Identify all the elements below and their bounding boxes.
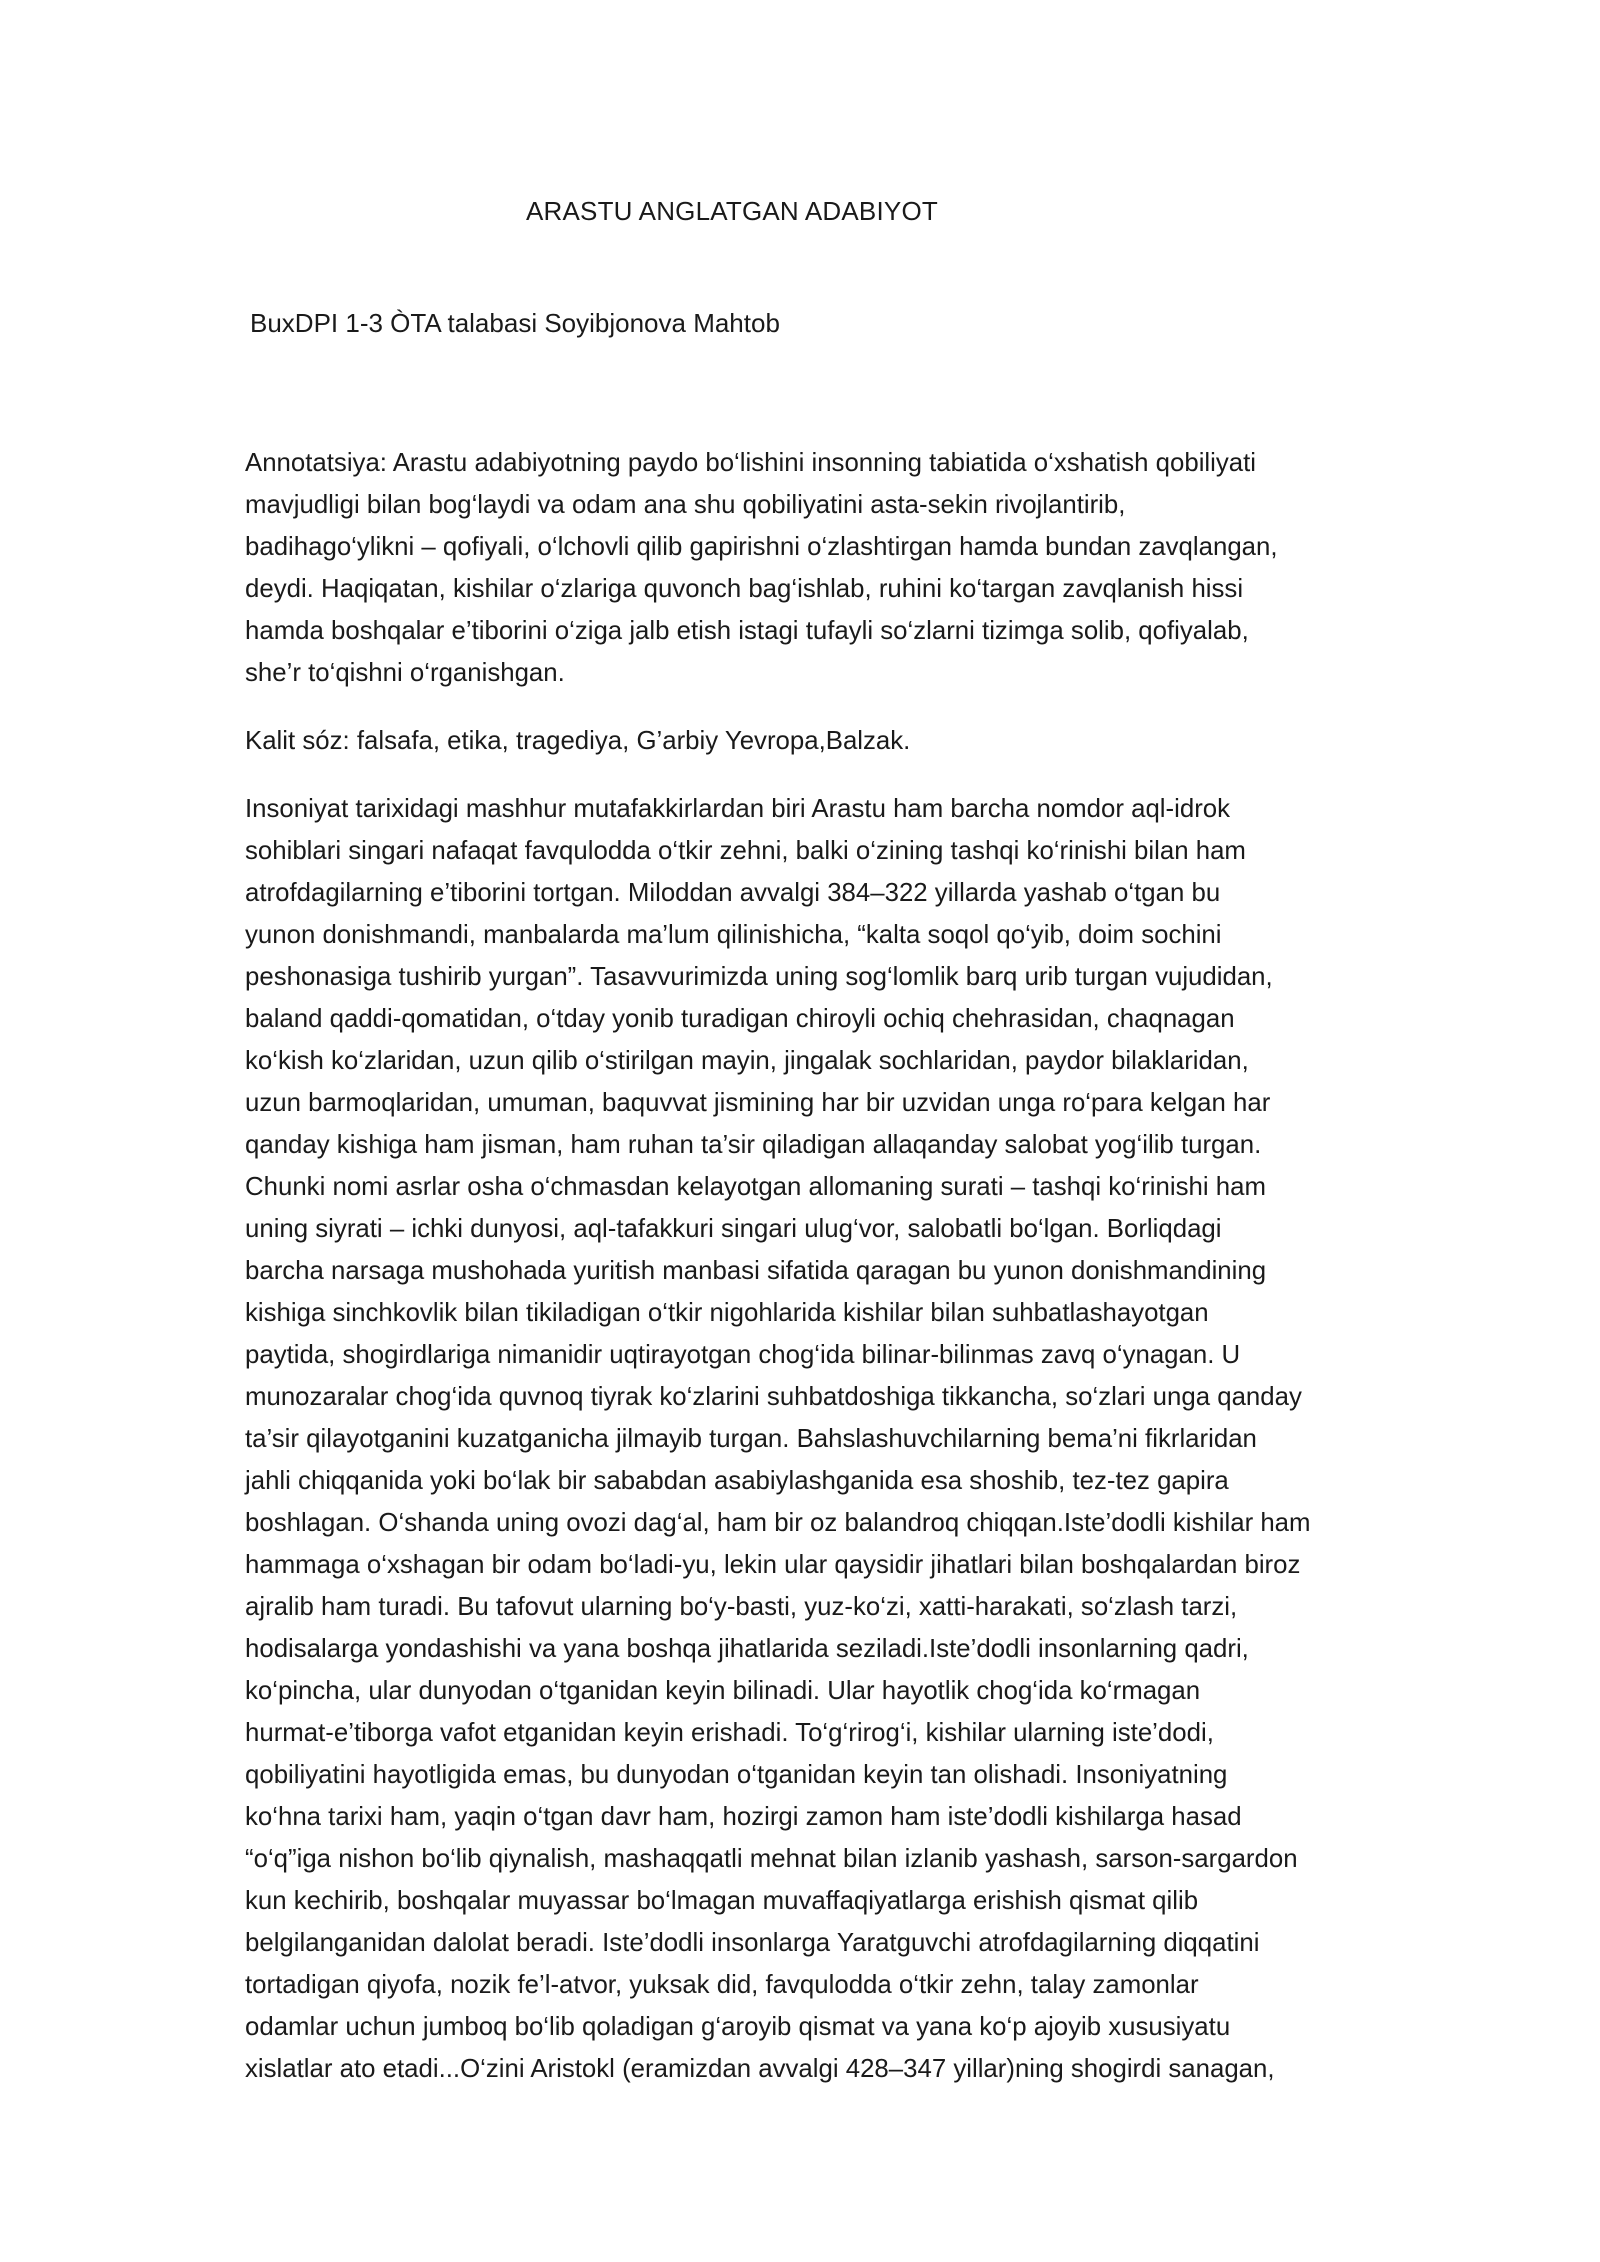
body-text-line: belgilanganidan dalolat beradi. Iste’dodli insonlarga Yaratguvchi atrofdagilarning diqqatini — [245, 1929, 1260, 1957]
body-text-line: qanday kishiga ham jisman, ham ruhan ta’sir qiladigan allaqanday salobat yog‘ilib turgan. — [245, 1131, 1262, 1159]
body-text-line: paytida, shogirdlariga nimanidir uqtirayotgan chog‘ida bilinar-bilinmas zavq o‘ynagan. U — [245, 1341, 1241, 1369]
annotation-paragraph — [245, 442, 1380, 694]
body-text-line: ko‘pincha, ular dunyodan o‘tganidan keyin bilinadi. Ular hayotlik chog‘ida ko‘rmagan — [245, 1677, 1201, 1705]
body-text-line: uzun barmoqlaridan, umuman, baquvvat jismining har bir uzvidan unga ro‘para kelgan har — [245, 1089, 1271, 1117]
paragraph-gap — [245, 694, 1380, 720]
body-text-line: tortadigan qiyofa, nozik fe’l-atvor, yuksak did, favqulodda o‘tkir zehn, talay zamonlar — [245, 1971, 1199, 1999]
body-text-line: barcha narsaga mushohada yuritish manbasi sifatida qaragan bu yunon donishmandining — [245, 1257, 1267, 1285]
body-text-line: boshlagan. O‘shanda uning ovozi dag‘al, ham bir oz balandroq chiqqan.Iste’dodli kishilar ham — [245, 1509, 1311, 1537]
body-text-line: yunon donishmandi, manbalarda ma’lum qilinishicha, “kalta soqol qo‘yib, doim sochini — [245, 921, 1222, 949]
keywords-paragraph — [245, 720, 1380, 762]
body-text-line: sohiblari singari nafaqat favqulodda o‘tkir zehni, balki o‘zining tashqi ko‘rinishi bilan ham — [245, 837, 1246, 865]
body-text-line: ta’sir qilayotganini kuzatganicha jilmayib turgan. Bahslashuvchilarning bema’ni fikrlaridan — [245, 1425, 1257, 1453]
body-text-line: qobiliyatini hayotligida emas, bu dunyodan o‘tganidan keyin tan olishadi. Insoniyatning — [245, 1761, 1228, 1789]
body-text-line: Chunki nomi asrlar osha o‘chmasdan kelayotgan allomaning surati – tashqi ko‘rinishi ham — [245, 1173, 1266, 1201]
body-text-line: baland qaddi-qomatidan, o‘tday yonib turadigan chiroyli ochiq chehrasidan, chaqnagan — [245, 1005, 1235, 1033]
annotation-line: deydi. Haqiqatan, kishilar o‘zlariga quvonch bag‘ishlab, ruhini ko‘targan zavqlanish hissi — [245, 575, 1244, 603]
body-text-line: hurmat-e’tiborga vafot etganidan keyin erishadi. To‘g‘rirog‘i, kishilar ularning iste’dodi, — [245, 1719, 1214, 1747]
body-text-line: uning siyrati – ichki dunyosi, aql-tafakkuri singari ulug‘vor, salobatli bo‘lgan. Borliqdagi — [245, 1215, 1222, 1243]
body-text-line: hodisalarga yondashishi va yana boshqa jihatlarida seziladi.Iste’dodli insonlarning qadri, — [245, 1635, 1249, 1663]
body-text-line: Insoniyat tarixidagi mashhur mutafakkirlardan biri Arastu ham barcha nomdor aql-idrok — [245, 795, 1231, 823]
body-text-line: kun kechirib, boshqalar muyassar bo‘lmagan muvaffaqiyatlarga erishish qismat qilib — [245, 1887, 1199, 1915]
body-text-line: ko‘hna tarixi ham, yaqin o‘tgan davr ham, hozirgi zamon ham iste’dodli kishilarga hasad — [245, 1803, 1242, 1831]
body-text-line: ko‘kish ko‘zlaridan, uzun qilib o‘stirilgan mayin, jingalak sochlaridan, paydor bilaklaridan, — [245, 1047, 1249, 1075]
paragraph-gap — [245, 762, 1380, 788]
body-text-line: kishiga sinchkovlik bilan tikiladigan o‘tkir nigohlarida kishilar bilan suhbatlashayotgan — [245, 1299, 1209, 1327]
annotation-line: badihago‘ylikni – qofiyali, o‘lchovli qilib gapirishni o‘zlashtirgan hamda bundan zavqlangan, — [245, 533, 1278, 561]
main-text-paragraph — [245, 788, 1380, 2090]
body-text-line: jahli chiqqanida yoki bo‘lak bir sababdan asabiylashganida esa shoshib, tez-tez gapira — [245, 1467, 1229, 1495]
author-line: BuxDPI 1-3 ÒTA talabasi Soyibjonova Mahtob — [250, 308, 780, 338]
document-title: ARASTU ANGLATGAN ADABIYOT — [526, 196, 938, 226]
body-text-line: “o‘q”iga nishon bo‘lib qiynalish, mashaqqatli mehnat bilan izlanib yashash, sarson-sargardon — [245, 1845, 1298, 1873]
annotation-line: hamda boshqalar e’tiborini o‘ziga jalb etish istagi tufayli so‘zlarni tizimga solib, qofiyalab, — [245, 617, 1249, 645]
annotation-line: she’r to‘qishni o‘rganishgan. — [245, 659, 565, 687]
body-text-line: ajralib ham turadi. Bu tafovut ularning bo‘y-basti, yuz-ko‘zi, xatti-harakati, so‘zlash tarzi, — [245, 1593, 1238, 1621]
annotation-line: mavjudligi bilan bog‘laydi va odam ana shu qobiliyatini asta-sekin rivojlantirib, — [245, 491, 1126, 519]
document-body — [245, 442, 1380, 2090]
keywords-line: Kalit sóz: falsafa, etika, tragediya, G’arbiy Yevropa,Balzak. — [245, 727, 911, 755]
annotation-line: Annotatsiya: Arastu adabiyotning paydo bo‘lishini insonning tabiatida o‘xshatish qobiliyati — [245, 449, 1257, 477]
body-text-line: atrofdagilarning e’tiborini tortgan. Miloddan avvalgi 384–322 yillarda yashab o‘tgan bu — [245, 879, 1221, 907]
body-text-line: xislatlar ato etadi...O‘zini Aristokl (eramizdan avvalgi 428–347 yillar)ning shogirdi sanagan, — [245, 2055, 1275, 2083]
body-text-line: peshonasiga tushirib yurgan”. Tasavvurimizda uning sog‘lomlik barq urib turgan vujudidan, — [245, 963, 1273, 991]
body-text-line: hammaga o‘xshagan bir odam bo‘ladi-yu, lekin ular qaysidir jihatlari bilan boshqalardan biroz — [245, 1551, 1301, 1579]
body-text-line: odamlar uchun jumboq bo‘lib qoladigan g‘aroyib qismat va yana ko‘p ajoyib xususiyatu — [245, 2013, 1231, 2041]
body-text-line: munozaralar chog‘ida quvnoq tiyrak ko‘zlarini suhbatdoshiga tikkancha, so‘zlari unga qanday — [245, 1383, 1302, 1411]
